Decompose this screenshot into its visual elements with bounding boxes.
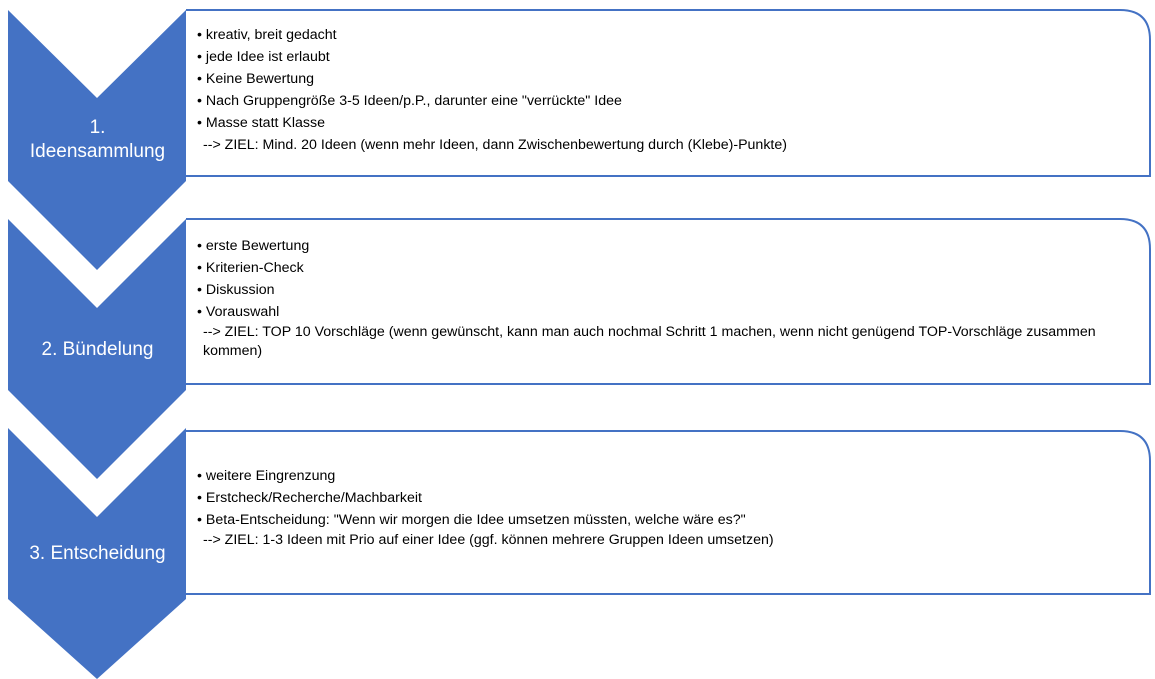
stage-1-bullet: • jede Idee ist erlaubt bbox=[197, 46, 787, 68]
stage-1-bullet: • kreativ, breit gedacht bbox=[197, 24, 787, 46]
stage-1-label bbox=[0, 116, 195, 164]
stage-2-label-title: 2. Bündelung bbox=[41, 339, 154, 360]
stage-2-goal: --> ZIEL: TOP 10 Vorschläge (wenn gewünscht, kann man auch nochmal Schritt 1 machen, wenn nicht genügend TOP-Vorschläge zusammen kommen) bbox=[203, 324, 1096, 359]
stage-2-bullet: • erste Bewertung bbox=[197, 235, 1148, 257]
stage-3-bullet: • weitere Eingrenzung bbox=[197, 465, 774, 487]
stage-1-label-number: 1. bbox=[89, 117, 106, 138]
stage-2-bullet: • Vorauswahl bbox=[197, 301, 1148, 323]
stage-2-label bbox=[0, 338, 195, 362]
stage-1-bullet: • Keine Bewertung bbox=[197, 68, 787, 90]
stage-3-bullet: • Beta-Entscheidung: "Wenn wir morgen die Idee umsetzen müssten, welche wäre es?" bbox=[197, 509, 774, 531]
stage-2-bullet: • Diskussion bbox=[197, 279, 1148, 301]
stage-3-bullet: • Erstcheck/Recherche/Machbarkeit bbox=[197, 487, 774, 509]
stage-1-bullet: • Nach Gruppengröße 3-5 Ideen/p.P., darunter eine "verrückte" Idee bbox=[197, 90, 787, 112]
stage-2-bullet: • Kriterien-Check bbox=[197, 257, 1148, 279]
stage-3-goal: --> ZIEL: 1-3 Ideen mit Prio auf einer Idee (ggf. können mehrere Gruppen Ideen umsetzen) bbox=[203, 532, 774, 548]
stage-1-bullet: • Masse statt Klasse bbox=[197, 112, 787, 134]
stage-3-label bbox=[0, 542, 195, 566]
stage-1-label-title: Ideensammlung bbox=[29, 141, 166, 162]
stage-1-text bbox=[197, 24, 787, 156]
stage-1-goal: --> ZIEL: Mind. 20 Ideen (wenn mehr Ideen, dann Zwischenbewertung durch (Klebe)-Punkte) bbox=[203, 137, 787, 153]
stage-3-label-title: 3. Entscheidung bbox=[29, 543, 166, 564]
stage-3-text bbox=[197, 465, 774, 550]
stage-2-text bbox=[197, 235, 1148, 361]
